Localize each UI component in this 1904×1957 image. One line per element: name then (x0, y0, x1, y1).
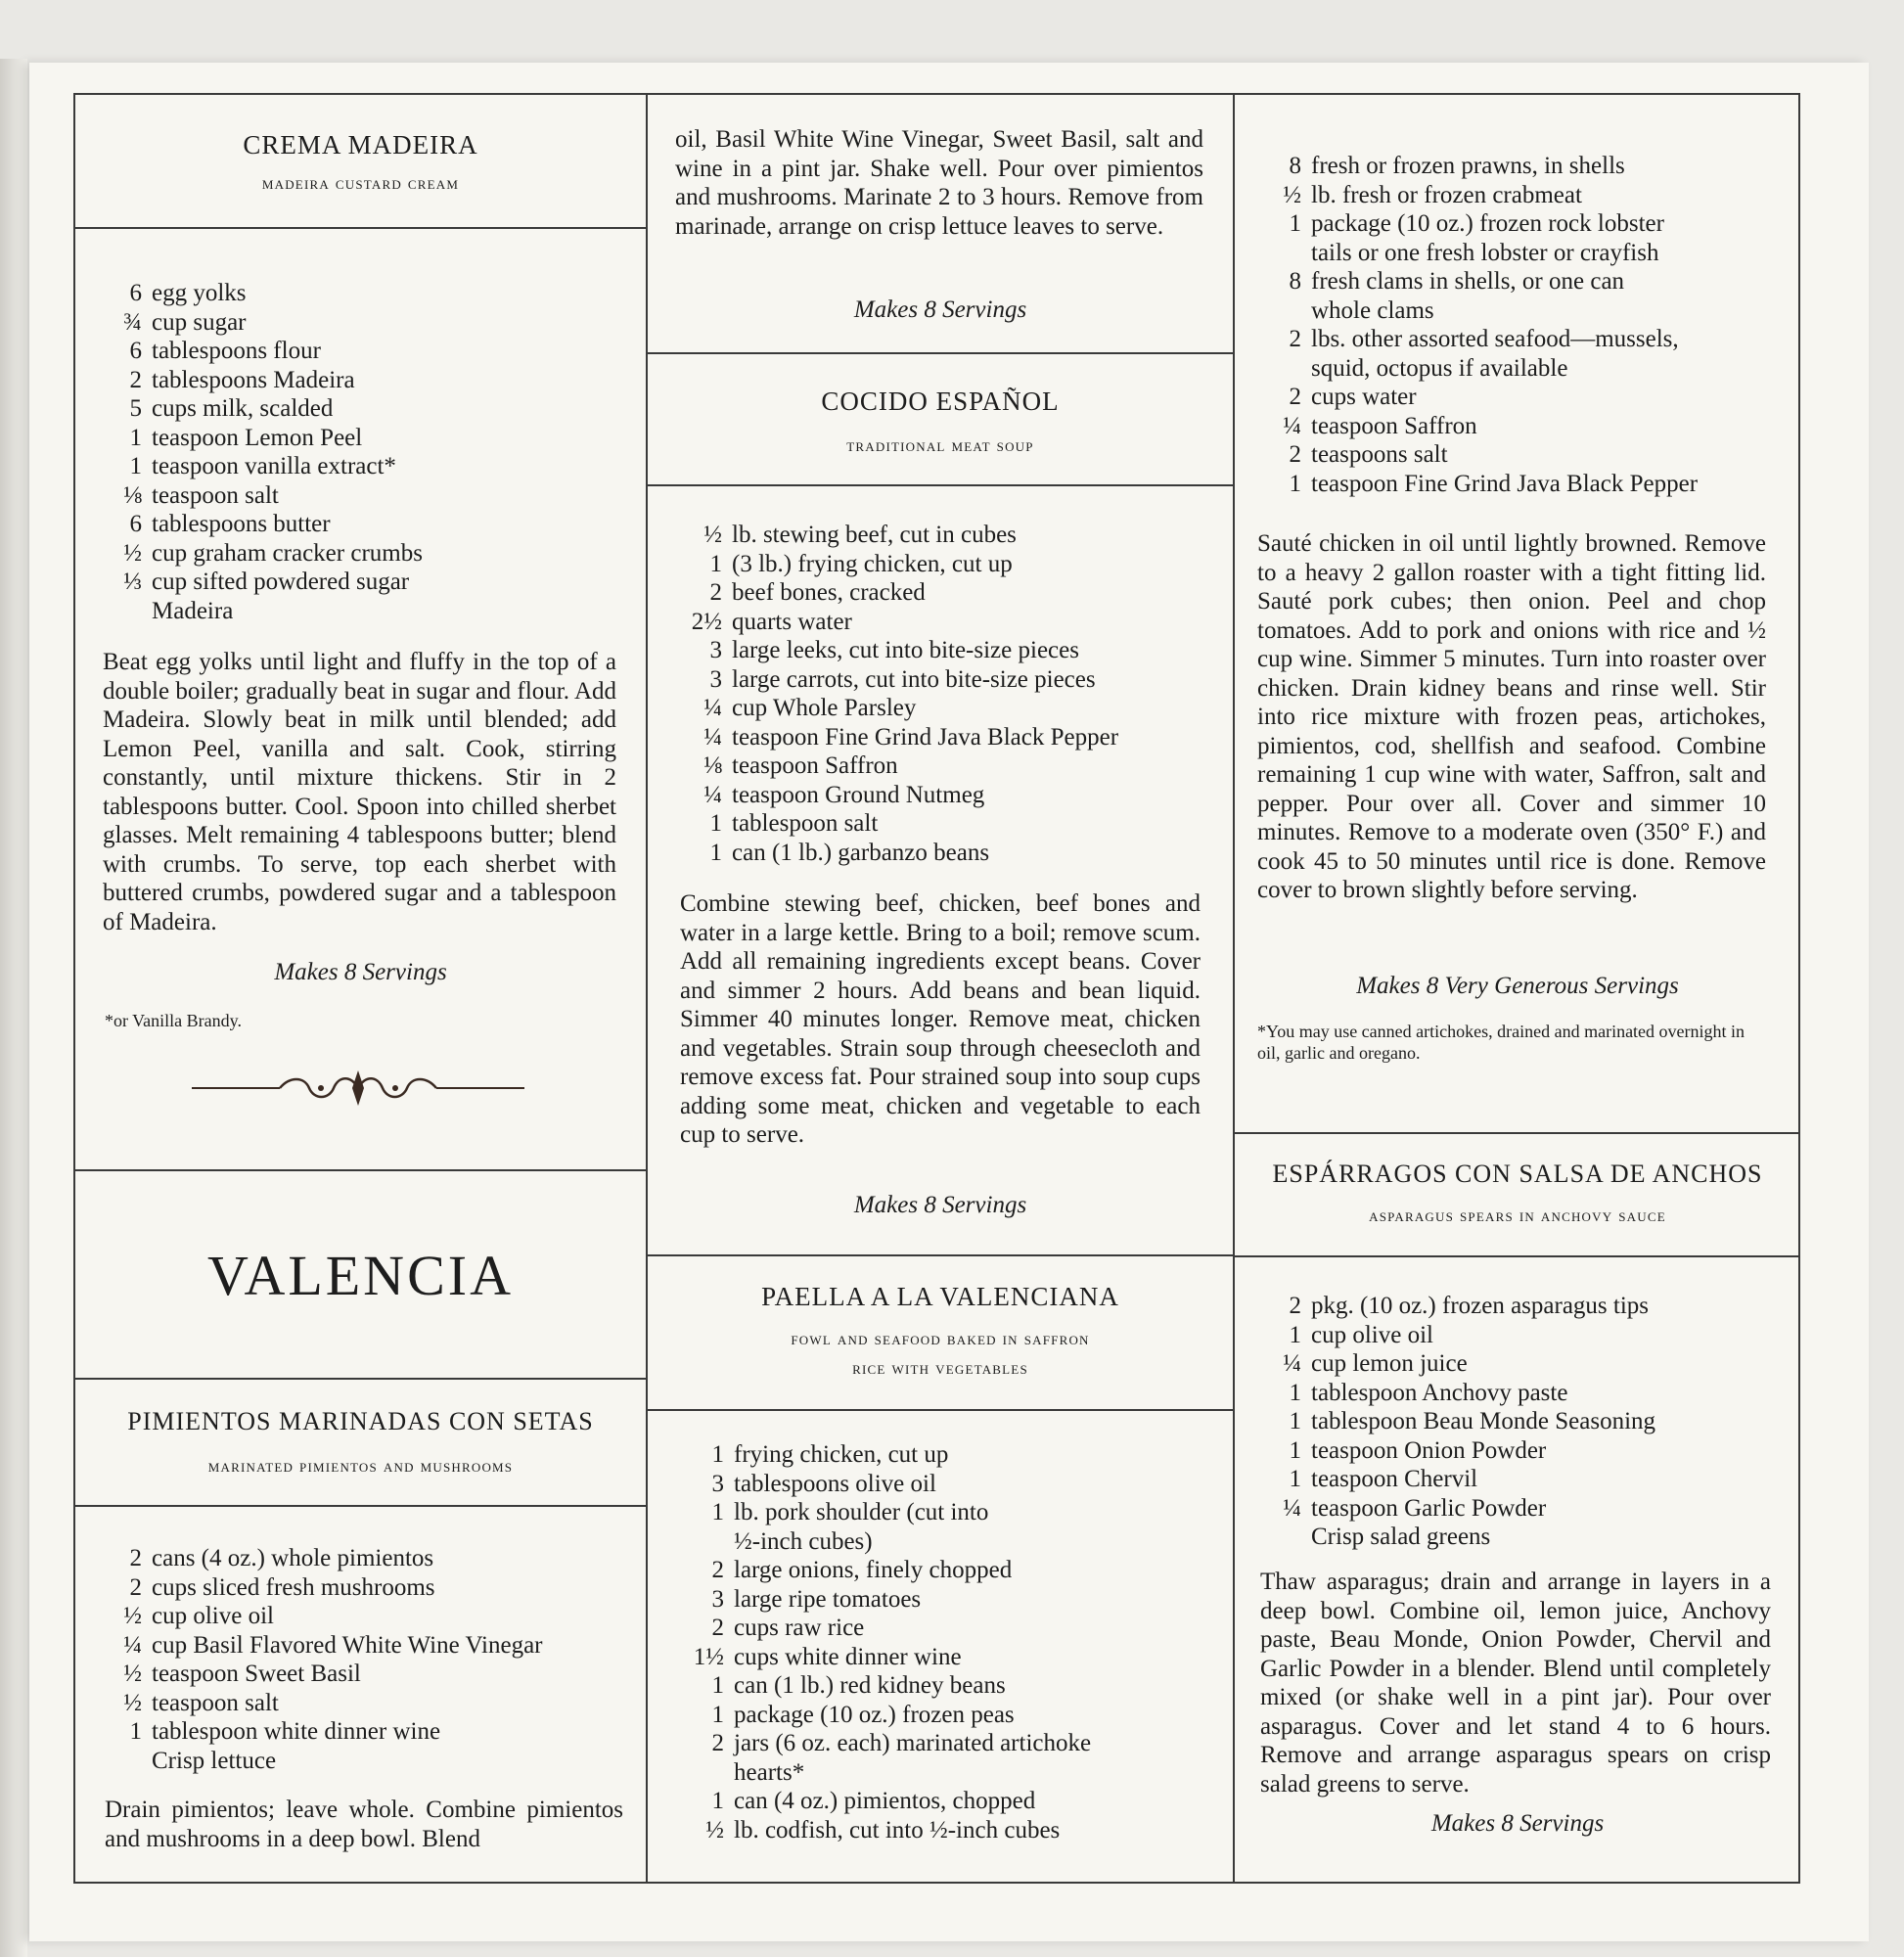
ingredient-text: large carrots, cut into bite-size pieces (732, 665, 1096, 693)
ingredient-text: can (4 oz.) pimientos, chopped (734, 1788, 1036, 1814)
recipe-subtitle: fowl and seafood baked in saffron (791, 1329, 1090, 1349)
ingredient-text: tablespoons butter (152, 511, 331, 537)
ingredient-row (675, 1498, 1223, 1527)
ingredient-list (675, 1440, 1223, 1844)
ingredient-row (1264, 1523, 1792, 1552)
recipe-subtitle: asparagus spears in anchovy sauce (1369, 1206, 1666, 1226)
ingredient-list (675, 521, 1223, 867)
ingredient-row (675, 1758, 1223, 1788)
recipe-directions: Sauté chicken in oil until lightly browned. Remove to a heavy 2 gallon roaster with a tight fitting lid. Sauté pork cubes; then onion. Peel and chop tomatoes. Add to pork and onions with rice and ½ cup wine. Simmer 5 minutes. Turn into roaster over chicken. Drain kidney beans and rinse well. Stir into rice mixture with frozen peas, artichokes, pimientos, cod, shellfish and seafood. Combine remaining 1 cup wine with water, Saffron, salt and pepper. Pour over all. Cover and simmer 10 minutes. Remove to a moderate oven (350° F.) and cook 45 to 50 minutes until rice is done. Remove cover to brown slightly before serving. (1257, 530, 1766, 903)
ingredient-text: lb. codfish, cut into ½-inch cubes (734, 1816, 1061, 1843)
ingredient-text: (3 lb.) frying chicken, cut up (732, 550, 1013, 577)
ingredient-quantity: 2 (1289, 441, 1301, 468)
recipe-directions: Drain pimientos; leave whole. Combine pimientos and mushrooms in a deep bowl. Blend (105, 1797, 623, 1852)
ingredient-text: tablespoon white dinner wine (152, 1718, 441, 1745)
ingredient-text: Crisp lettuce (152, 1747, 277, 1774)
ingredient-quantity: 1 (1289, 470, 1301, 497)
ingredient-text: tails or one fresh lobster or crayfish (1311, 239, 1659, 266)
ingredient-row (675, 751, 1223, 781)
ingredient-row (1264, 412, 1792, 441)
ingredient-text: whole clams (1311, 296, 1434, 324)
ingredient-quantity (1264, 239, 1311, 268)
ingredient-text: lbs. other assorted seafood—mussels, (1311, 326, 1679, 352)
ingredient-row (675, 1816, 1223, 1845)
ingredient-text: teaspoon vanilla extract* (152, 453, 396, 479)
recipe-directions: Thaw asparagus; drain and arrange in layers in a deep bowl. Combine oil, lemon juice, Anchovy paste, Beau Monde, Onion Powder, Chervil and Garlic Powder in a blender. Blend until completely mixed (or shake well in a pint jar). Pour over asparagus. Cover and let stand 4 to 6 hours. Remove and arrange asparagus spears on crisp salad greens to serve. (1260, 1569, 1771, 1798)
ingredient-quantity: 1 (1289, 1408, 1301, 1434)
ingredient-quantity: 3 (709, 665, 722, 693)
ingredient-text: fresh or frozen prawns, in shells (1311, 153, 1625, 179)
ingredient-text: package (10 oz.) frozen peas (734, 1701, 1015, 1728)
ingredient-row (98, 1602, 646, 1631)
ingredient-text: hearts* (734, 1758, 805, 1786)
ingredient-quantity: ¼ (1283, 412, 1301, 439)
ingredient-text: teaspoon salt (152, 1689, 279, 1716)
ingredient-quantity: 1 (709, 550, 722, 577)
ingredient-quantity: 1 (1289, 1436, 1301, 1464)
ingredient-row (675, 1701, 1223, 1730)
ingredient-row (1264, 1292, 1792, 1321)
ingredient-quantity: 2 (711, 1615, 724, 1641)
recipe-directions: Combine stewing beef, chicken, beef bones and water in a large kettle. Bring to a boil; remove scum. Add all remaining ingredients except beans. Cover and simmer 2 hours. Add beans and bean liquid. Simmer 40 minutes longer. Remove meat, chicken and vegetables. Strain soup through cheesecloth and remove excess fat. Pour strained soup into soup cups adding some meat, chicken and vegetable to each cup to serve. (680, 890, 1201, 1148)
ingredient-quantity: 1 (709, 810, 722, 837)
ingredient-row (1264, 152, 1792, 181)
ingredient-row (675, 1671, 1223, 1701)
ingredient-row (675, 578, 1223, 608)
ingredient-row (1264, 1321, 1792, 1350)
ingredient-quantity: 5 (129, 395, 142, 422)
ingredient-quantity (675, 1758, 734, 1788)
ingredient-text: tablespoons olive oil (734, 1470, 936, 1497)
recipe-yield: Makes 8 Servings (853, 296, 1027, 323)
ingredient-quantity: ½ (1283, 181, 1301, 208)
ingredient-text: teaspoons salt (1311, 441, 1448, 468)
recipe-footnote: *or Vanilla Brandy. (105, 1011, 242, 1030)
ingredient-text: jars (6 oz. each) marinated artichoke (734, 1730, 1092, 1756)
ingredient-row (98, 452, 607, 481)
ingredient-row (98, 539, 607, 569)
ingredient-quantity: 3 (711, 1470, 724, 1497)
ingredient-quantity: ¼ (1283, 1350, 1301, 1377)
header-divider (648, 1409, 1233, 1411)
ingredient-quantity: 2 (1289, 384, 1301, 410)
ingredient-text: squid, octopus if available (1311, 354, 1568, 382)
ingredient-quantity: 1½ (693, 1643, 724, 1670)
region-heading: VALENCIA (207, 1244, 514, 1307)
ingredient-quantity: 1 (129, 1718, 142, 1745)
ingredient-quantity: 2 (711, 1557, 724, 1583)
ingredient-row (98, 366, 607, 395)
ingredient-row (675, 1527, 1223, 1557)
ingredient-text: cup sifted powdered sugar (152, 569, 410, 595)
ingredient-text: teaspoon Saffron (732, 752, 898, 779)
ingredient-text: tablespoons Madeira (152, 366, 355, 393)
ingredient-quantity: 1 (1289, 1466, 1301, 1492)
ingredient-text: egg yolks (152, 280, 247, 306)
recipe-subtitle: traditional meat soup (846, 435, 1034, 456)
ingredient-row (1264, 383, 1792, 412)
ingredient-quantity: 1 (129, 424, 142, 451)
ingredient-quantity (675, 1527, 734, 1557)
ingredient-quantity: 2 (711, 1730, 724, 1756)
ingredient-quantity (1264, 1523, 1311, 1552)
ingredient-row (98, 510, 607, 539)
ingredient-row (1264, 267, 1792, 296)
recipe-subtitle: marinated pimientos and mushrooms (207, 1456, 514, 1477)
ingredient-quantity: 8 (1289, 268, 1301, 295)
ingredient-row (98, 481, 607, 511)
ingredient-row (675, 1614, 1223, 1643)
ingredient-row (1264, 209, 1792, 239)
ingredient-text: Crisp salad greens (1311, 1524, 1491, 1550)
ingredient-text: cup olive oil (152, 1603, 274, 1629)
ingredient-text: teaspoon Lemon Peel (152, 424, 363, 451)
ingredient-row (675, 608, 1223, 637)
ingredient-text: teaspoon Saffron (1311, 412, 1477, 439)
ingredient-row (98, 1573, 646, 1603)
ingredient-quantity: 2½ (691, 608, 722, 635)
ingredient-text: frying chicken, cut up (734, 1441, 949, 1468)
ingredient-quantity: ¼ (703, 781, 722, 808)
ingredient-text: cups milk, scalded (152, 395, 334, 422)
ingredient-text: package (10 oz.) frozen rock lobster (1311, 210, 1664, 237)
ingredient-quantity: 1 (711, 1788, 724, 1814)
ingredient-text: Madeira (152, 597, 234, 624)
ingredient-row (1264, 1465, 1792, 1494)
ingredient-row (98, 1689, 646, 1718)
ingredient-list (1264, 152, 1792, 498)
ingredient-quantity: ⅛ (703, 752, 722, 779)
recipe-title: COCIDO ESPAÑOL (821, 387, 1060, 416)
recipe-directions: Beat egg yolks until light and fluffy in the top of a double boiler; gradually beat in sugar and flour. Add Madeira. Slowly beat in milk until blended; add Lemon Peel, vanilla and salt. Cook, stirring constantly, until mixture thickens. Stir in 2 tablespoons butter. Cool. Spoon into chilled sherbet glasses. Melt remaining 4 tablespoons butter; blend with crumbs. To serve, top each sherbet with buttered crumbs, powdered sugar and a tablespoon of Madeira. (103, 649, 616, 935)
header-divider (75, 227, 646, 229)
ingredient-text: cup sugar (152, 308, 247, 336)
ingredient-quantity: ¾ (123, 308, 142, 336)
ingredient-row (98, 568, 607, 597)
ingredient-quantity: 2 (709, 579, 722, 606)
ingredient-text: tablespoons flour (152, 338, 321, 364)
ingredient-row (1264, 239, 1792, 268)
ingredient-row (1264, 354, 1792, 384)
ingredient-text: beef bones, cracked (732, 579, 926, 606)
ingredient-row (675, 723, 1223, 752)
column-divider-1 (646, 93, 648, 1884)
ingredient-quantity: 1 (711, 1701, 724, 1728)
ingredient-quantity: 2 (1289, 1293, 1301, 1319)
ingredient-row (98, 1631, 646, 1661)
section-divider (648, 1254, 1233, 1256)
ingredient-quantity: 1 (1289, 1321, 1301, 1348)
ingredient-text: pkg. (10 oz.) frozen asparagus tips (1311, 1293, 1650, 1319)
ingredient-quantity: ½ (123, 1661, 142, 1687)
ingredient-text: cup lemon juice (1311, 1350, 1468, 1377)
ingredient-row (675, 550, 1223, 579)
header-divider (1235, 1255, 1800, 1257)
ingredient-row (98, 394, 607, 424)
ingredient-text: tablespoon Beau Monde Seasoning (1311, 1408, 1656, 1434)
ingredient-row (98, 1717, 646, 1747)
ingredient-text: cups raw rice (734, 1615, 865, 1641)
ingredient-text: lb. fresh or frozen crabmeat (1311, 181, 1582, 208)
ingredient-row (675, 1470, 1223, 1499)
ingredient-row (98, 308, 607, 338)
section-divider (1235, 1132, 1800, 1134)
ingredient-row (675, 694, 1223, 723)
page-gutter (0, 59, 27, 1957)
ingredient-quantity: ¼ (703, 695, 722, 721)
ingredient-row (675, 809, 1223, 839)
ingredient-text: can (1 lb.) red kidney beans (734, 1672, 1006, 1699)
ingredient-row (1264, 1349, 1792, 1379)
ingredient-row (1264, 470, 1792, 499)
ingredient-quantity: ½ (123, 1689, 142, 1716)
ingredient-quantity: 6 (129, 338, 142, 364)
ingredient-quantity: 6 (129, 511, 142, 537)
ingredient-quantity: 2 (129, 1573, 142, 1601)
recipe-yield: Makes 8 Servings (274, 959, 447, 985)
recipe-footnote: *You may use canned artichokes, drained and marinated overnight in oil, garlic and oregano. (1257, 1022, 1745, 1063)
section-divider (648, 352, 1233, 354)
ingredient-quantity: 1 (709, 839, 722, 866)
ingredient-text: quarts water (732, 608, 852, 635)
ingredient-text: cups water (1311, 384, 1417, 410)
ingredient-row (675, 521, 1223, 550)
ingredient-row (98, 279, 607, 308)
ingredient-text: teaspoon Chervil (1311, 1466, 1478, 1492)
ingredient-quantity: 2 (129, 366, 142, 393)
ingredient-text: teaspoon Onion Powder (1311, 1436, 1547, 1464)
ingredient-row (675, 1556, 1223, 1585)
ingredient-row (98, 337, 607, 366)
ingredient-row (98, 1660, 646, 1689)
ingredient-row (1264, 1436, 1792, 1466)
ingredient-quantity: 1 (129, 453, 142, 479)
ingredient-text: fresh clams in shells, or one can (1311, 268, 1625, 295)
ingredient-quantity: 2 (129, 1545, 142, 1571)
ingredient-list (1264, 1292, 1792, 1552)
ingredient-row (1264, 440, 1792, 470)
ingredient-quantity: 3 (709, 637, 722, 663)
ingredient-quantity: ½ (123, 539, 142, 567)
ingredient-row (1264, 1379, 1792, 1408)
ingredient-quantity (1264, 354, 1311, 384)
ingredient-text: cans (4 oz.) whole pimientos (152, 1545, 434, 1571)
ingredient-text: teaspoon Fine Grind Java Black Pepper (1311, 470, 1699, 497)
ingredient-text: cup olive oil (1311, 1321, 1433, 1348)
ingredient-row (675, 1585, 1223, 1615)
ingredient-row (1264, 296, 1792, 326)
ingredient-row (675, 1643, 1223, 1672)
ingredient-quantity: 2 (1289, 326, 1301, 352)
ingredient-quantity: 1 (711, 1499, 724, 1525)
ingredient-text: large ripe tomatoes (734, 1585, 922, 1613)
ingredient-row (675, 1787, 1223, 1816)
ingredient-text: tablespoon salt (732, 810, 879, 837)
ingredient-row (98, 1544, 646, 1573)
recipe-subtitle: rice with vegetables (852, 1358, 1028, 1379)
ingredient-quantity: 1 (1289, 210, 1301, 237)
ingredient-text: can (1 lb.) garbanzo beans (732, 839, 990, 866)
ingredient-quantity: 1 (711, 1441, 724, 1468)
ingredient-row (98, 597, 607, 626)
ingredient-row (675, 1729, 1223, 1758)
ingredient-text: cup graham cracker crumbs (152, 539, 423, 567)
ingredient-quantity: 6 (129, 280, 142, 306)
ingredient-text: tablespoon Anchovy paste (1311, 1379, 1568, 1406)
recipe-yield: Makes 8 Very Generous Servings (1356, 973, 1679, 999)
ingredient-quantity: ¼ (703, 723, 722, 751)
ingredient-text: teaspoon Garlic Powder (1311, 1494, 1547, 1522)
recipe-title: CREMA MADEIRA (243, 130, 478, 159)
ingredient-row (675, 636, 1223, 665)
ingredient-quantity: ½ (703, 522, 722, 548)
recipe-directions: oil, Basil White Wine Vinegar, Sweet Basil, salt and wine in a pint jar. Shake well. Pour over pimientos and mushrooms. Marinate 2 to 3 hours. Remove from marinade, arrange on crisp lettuce leaves to serve. (675, 126, 1203, 240)
ingredient-text: cup Whole Parsley (732, 695, 917, 721)
ingredient-text: cups sliced fresh mushrooms (152, 1573, 435, 1601)
ingredient-text: ½-inch cubes) (734, 1527, 873, 1555)
ingredient-quantity: ⅓ (123, 569, 142, 595)
recipe-title: PAELLA A LA VALENCIANA (761, 1282, 1119, 1311)
ingredient-quantity (98, 1747, 152, 1776)
ingredient-row (1264, 325, 1792, 354)
ornament-divider (192, 1067, 524, 1110)
header-divider (75, 1505, 646, 1507)
ingredient-row (675, 781, 1223, 810)
ingredient-text: cups white dinner wine (734, 1643, 962, 1670)
header-divider (648, 484, 1233, 486)
ingredient-quantity: 1 (711, 1672, 724, 1699)
ingredient-row (675, 665, 1223, 695)
recipe-title: ESPÁRRAGOS CON SALSA DE ANCHOS (1272, 1160, 1763, 1188)
ingredient-quantity: 3 (711, 1585, 724, 1613)
ingredient-text: teaspoon Sweet Basil (152, 1661, 361, 1687)
ingredient-text: lb. stewing beef, cut in cubes (732, 522, 1017, 548)
recipe-yield: Makes 8 Servings (853, 1192, 1027, 1218)
ingredient-row (98, 1747, 646, 1776)
recipe-title: PIMIENTOS MARINADAS CON SETAS (127, 1407, 594, 1435)
ingredient-list (98, 279, 607, 625)
ingredient-row (98, 424, 607, 453)
ingredient-text: cup Basil Flavored White Wine Vinegar (152, 1631, 543, 1659)
ingredient-text: lb. pork shoulder (cut into (734, 1499, 989, 1525)
ingredient-row (1264, 181, 1792, 210)
section-divider (75, 1378, 646, 1380)
ingredient-list (98, 1544, 646, 1775)
ingredient-text: teaspoon Ground Nutmeg (732, 781, 985, 808)
ingredient-quantity: ½ (705, 1816, 724, 1843)
ingredient-quantity: 1 (1289, 1379, 1301, 1406)
ingredient-quantity (98, 597, 152, 626)
ingredient-row (1264, 1407, 1792, 1436)
ingredient-quantity (1264, 296, 1311, 326)
ingredient-quantity: ½ (123, 1603, 142, 1629)
ingredient-text: large onions, finely chopped (734, 1557, 1013, 1583)
ingredient-quantity: ⅛ (123, 481, 142, 509)
ingredient-quantity: ¼ (1283, 1494, 1301, 1522)
ingredient-text: teaspoon Fine Grind Java Black Pepper (732, 723, 1119, 751)
ingredient-row (1264, 1494, 1792, 1524)
ingredient-quantity: ¼ (123, 1631, 142, 1659)
recipe-yield: Makes 8 Servings (1430, 1810, 1605, 1837)
ingredient-row (675, 1440, 1223, 1470)
ingredient-row (675, 839, 1223, 868)
ingredient-quantity: 8 (1289, 153, 1301, 179)
section-divider (75, 1169, 646, 1171)
recipe-subtitle: madeira custard cream (261, 173, 460, 194)
ingredient-text: large leeks, cut into bite-size pieces (732, 637, 1079, 663)
ingredient-text: teaspoon salt (152, 481, 279, 509)
